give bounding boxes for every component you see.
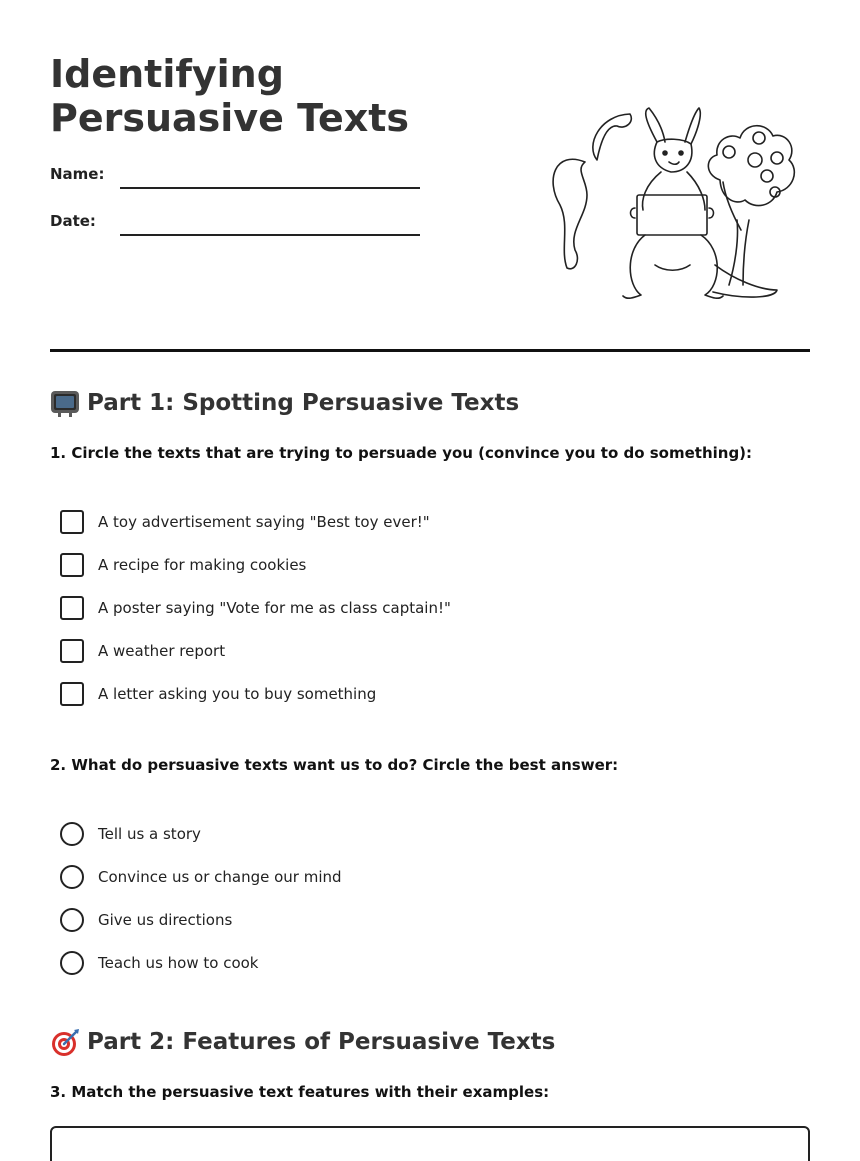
date-label: Date: — [50, 212, 96, 230]
question-1-prompt: 1. Circle the texts that are trying to persuade you (convince you to do something): — [50, 444, 753, 462]
checkbox[interactable] — [60, 596, 84, 620]
option-label: A poster saying "Vote for me as class captain!" — [98, 599, 451, 617]
name-field — [50, 165, 470, 195]
question-2-prompt: 2. What do persuasive texts want us to do? Circle the best answer: — [50, 756, 619, 774]
part1-title-text: Part 1: Spotting Persuasive Texts — [87, 390, 520, 416]
q2-option-2[interactable] — [60, 864, 342, 890]
option-label: Teach us how to cook — [98, 954, 259, 972]
q2-option-4[interactable] — [60, 950, 258, 976]
matching-table — [50, 1126, 810, 1161]
part2-title — [50, 1026, 555, 1058]
radio-button[interactable] — [60, 951, 84, 975]
q1-option-2[interactable] — [60, 552, 306, 578]
page-title: Identifying Persuasive Texts — [50, 52, 410, 140]
radio-button[interactable] — [60, 822, 84, 846]
q1-option-5[interactable] — [60, 681, 376, 707]
kangaroo-holding-sign-with-tree-icon — [545, 100, 800, 310]
option-label: Give us directions — [98, 911, 233, 929]
part2-title-text: Part 2: Features of Persuasive Texts — [87, 1029, 556, 1055]
option-label: A letter asking you to buy something — [98, 685, 377, 703]
option-label: A recipe for making cookies — [98, 556, 307, 574]
q1-option-1[interactable] — [60, 509, 430, 535]
name-line[interactable] — [120, 187, 420, 189]
checkbox[interactable] — [60, 553, 84, 577]
q1-option-4[interactable] — [60, 638, 225, 664]
date-field — [50, 212, 470, 242]
worksheet-page — [50, 0, 810, 1161]
q2-option-3[interactable] — [60, 907, 232, 933]
option-label: A toy advertisement saying "Best toy ever!" — [98, 513, 430, 531]
checkbox[interactable] — [60, 682, 84, 706]
option-label: A weather report — [98, 642, 226, 660]
radio-button[interactable] — [60, 908, 84, 932]
option-label: Tell us a story — [98, 825, 201, 843]
checkbox[interactable] — [60, 639, 84, 663]
dart-target-icon — [50, 1027, 80, 1057]
television-icon — [50, 388, 80, 418]
option-label: Convince us or change our mind — [98, 868, 342, 886]
date-line[interactable] — [120, 234, 420, 236]
name-label: Name: — [50, 165, 105, 183]
checkbox[interactable] — [60, 510, 84, 534]
question-3-prompt: 3. Match the persuasive text features with their examples: — [50, 1083, 550, 1101]
header-divider — [50, 349, 810, 352]
q2-option-1[interactable] — [60, 821, 201, 847]
q1-option-3[interactable] — [60, 595, 451, 621]
radio-button[interactable] — [60, 865, 84, 889]
part1-title — [50, 387, 519, 419]
